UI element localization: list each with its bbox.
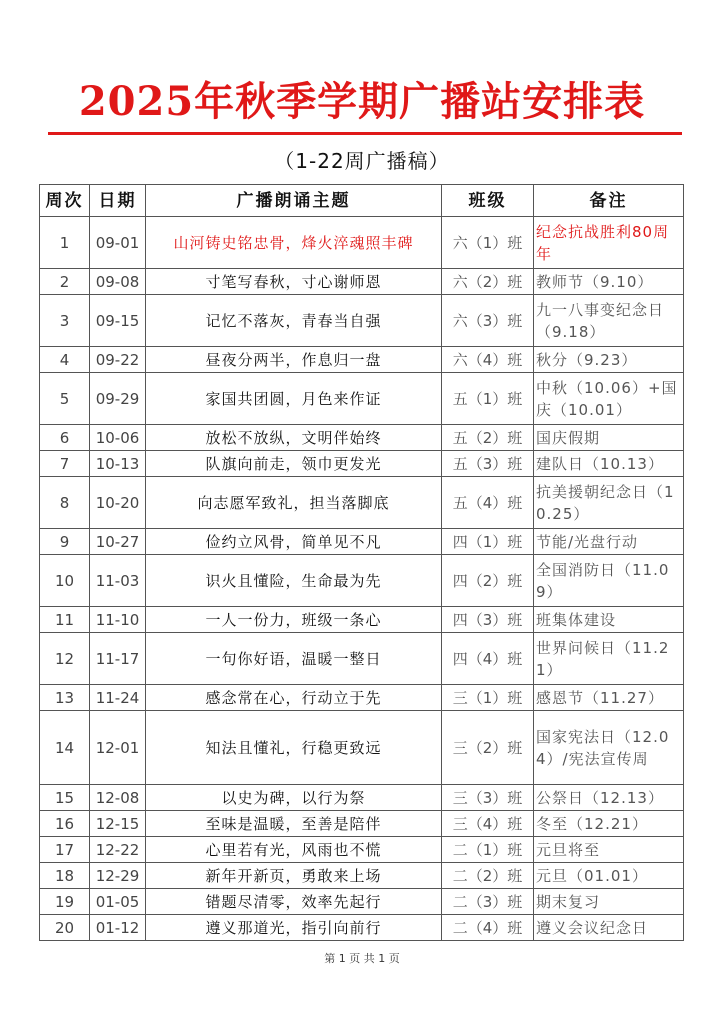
date-cell: 01-12: [90, 915, 146, 941]
table-body: [40, 217, 684, 941]
week-cell: 7: [40, 451, 90, 477]
theme-cell: 寸笔写春秋，寸心谢师恩: [146, 269, 442, 295]
week-cell: 3: [40, 295, 90, 347]
week-cell: 20: [40, 915, 90, 941]
table-row: [40, 451, 684, 477]
page-footer: 第 1 页 共 1 页: [324, 952, 400, 965]
note-cell: 遵义会议纪念日: [534, 915, 684, 941]
date-cell: 10-13: [90, 451, 146, 477]
theme-cell: 感念常在心，行动立于先: [146, 685, 442, 711]
table-row: [40, 837, 684, 863]
theme-cell: 昼夜分两半，作息归一盘: [146, 347, 442, 373]
date-cell: 11-10: [90, 607, 146, 633]
theme-cell: 至味是温暖，至善是陪伴: [146, 811, 442, 837]
note-cell: 冬至（12.21）: [534, 811, 684, 837]
theme-cell: 放松不放纵，文明伴始终: [146, 425, 442, 451]
header-theme: 广播朗诵主题: [146, 185, 442, 217]
date-cell: 10-06: [90, 425, 146, 451]
week-cell: 9: [40, 529, 90, 555]
note-cell: 感恩节（11.27）: [534, 685, 684, 711]
note-cell: 元旦将至: [534, 837, 684, 863]
class-cell: 五（4）班: [442, 477, 534, 529]
table-row: [40, 529, 684, 555]
date-cell: 09-01: [90, 217, 146, 269]
class-cell: 四（2）班: [442, 555, 534, 607]
note-cell: 国家宪法日（12.04）/宪法宣传周: [534, 711, 684, 785]
class-cell: 六（3）班: [442, 295, 534, 347]
week-cell: 14: [40, 711, 90, 785]
class-cell: 二（2）班: [442, 863, 534, 889]
theme-cell: 家国共团圆，月色来作证: [146, 373, 442, 425]
table-row: [40, 217, 684, 269]
theme-cell: 一句你好语，温暖一整日: [146, 633, 442, 685]
table-row: [40, 347, 684, 373]
date-cell: 12-22: [90, 837, 146, 863]
week-cell: 15: [40, 785, 90, 811]
date-cell: 12-15: [90, 811, 146, 837]
date-cell: 09-08: [90, 269, 146, 295]
week-cell: 13: [40, 685, 90, 711]
date-cell: 01-05: [90, 889, 146, 915]
note-cell: 元旦（01.01）: [534, 863, 684, 889]
note-cell: 抗美援朝纪念日（10.25）: [534, 477, 684, 529]
date-cell: 09-29: [90, 373, 146, 425]
week-cell: 16: [40, 811, 90, 837]
date-cell: 11-03: [90, 555, 146, 607]
title-underline: [48, 132, 682, 135]
note-cell: 建队日（10.13）: [534, 451, 684, 477]
table-row: [40, 915, 684, 941]
note-cell: 九一八事变纪念日（9.18）: [534, 295, 684, 347]
note-cell: 公祭日（12.13）: [534, 785, 684, 811]
table-row: [40, 373, 684, 425]
table-row: [40, 555, 684, 607]
broadcast-schedule-table: [39, 184, 684, 941]
table-row: [40, 785, 684, 811]
table-row: [40, 863, 684, 889]
header-week: 周次: [40, 185, 90, 217]
class-cell: 四（3）班: [442, 607, 534, 633]
class-cell: 三（4）班: [442, 811, 534, 837]
table-row: [40, 477, 684, 529]
note-cell: 全国消防日（11.09）: [534, 555, 684, 607]
week-cell: 8: [40, 477, 90, 529]
date-cell: 12-29: [90, 863, 146, 889]
theme-cell: 向志愿军致礼，担当落脚底: [146, 477, 442, 529]
date-cell: 09-22: [90, 347, 146, 373]
class-cell: 六（1）班: [442, 217, 534, 269]
week-cell: 12: [40, 633, 90, 685]
table-header-row: [40, 185, 684, 217]
class-cell: 二（3）班: [442, 889, 534, 915]
class-cell: 六（2）班: [442, 269, 534, 295]
week-cell: 5: [40, 373, 90, 425]
week-cell: 18: [40, 863, 90, 889]
theme-cell: 心里若有光，风雨也不慌: [146, 837, 442, 863]
note-cell: 纪念抗战胜利80周年: [534, 217, 684, 269]
theme-cell: 新年开新页，勇敢来上场: [146, 863, 442, 889]
class-cell: 三（2）班: [442, 711, 534, 785]
note-cell: 班集体建设: [534, 607, 684, 633]
theme-cell: 山河铸史铭忠骨，烽火淬魂照丰碑: [146, 217, 442, 269]
theme-cell: 以史为碑，以行为祭: [146, 785, 442, 811]
date-cell: 12-01: [90, 711, 146, 785]
date-cell: 12-08: [90, 785, 146, 811]
date-cell: 10-27: [90, 529, 146, 555]
note-cell: 中秋（10.06）+国庆（10.01）: [534, 373, 684, 425]
note-cell: 教师节（9.10）: [534, 269, 684, 295]
table-row: [40, 425, 684, 451]
week-cell: 2: [40, 269, 90, 295]
week-cell: 11: [40, 607, 90, 633]
week-cell: 19: [40, 889, 90, 915]
page-subtitle: （1-22周广播稿）: [274, 149, 450, 173]
class-cell: 六（4）班: [442, 347, 534, 373]
date-cell: 10-20: [90, 477, 146, 529]
class-cell: 四（4）班: [442, 633, 534, 685]
table-row: [40, 607, 684, 633]
week-cell: 17: [40, 837, 90, 863]
theme-cell: 知法且懂礼，行稳更致远: [146, 711, 442, 785]
header-class: 班级: [442, 185, 534, 217]
table-row: [40, 711, 684, 785]
header-note: 备注: [534, 185, 684, 217]
class-cell: 二（1）班: [442, 837, 534, 863]
week-cell: 4: [40, 347, 90, 373]
note-cell: 节能/光盘行动: [534, 529, 684, 555]
header-date: 日期: [90, 185, 146, 217]
note-cell: 世界问候日（11.21）: [534, 633, 684, 685]
table-row: [40, 811, 684, 837]
class-cell: 五（3）班: [442, 451, 534, 477]
class-cell: 二（4）班: [442, 915, 534, 941]
theme-cell: 队旗向前走，领巾更发光: [146, 451, 442, 477]
table-row: [40, 633, 684, 685]
theme-cell: 记忆不落灰，青春当自强: [146, 295, 442, 347]
theme-cell: 一人一份力，班级一条心: [146, 607, 442, 633]
theme-cell: 识火且懂险，生命最为先: [146, 555, 442, 607]
table-row: [40, 889, 684, 915]
week-cell: 10: [40, 555, 90, 607]
note-cell: 秋分（9.23）: [534, 347, 684, 373]
note-cell: 期末复习: [534, 889, 684, 915]
table-row: [40, 295, 684, 347]
class-cell: 四（1）班: [442, 529, 534, 555]
date-cell: 09-15: [90, 295, 146, 347]
note-cell: 国庆假期: [534, 425, 684, 451]
theme-cell: 遵义那道光，指引向前行: [146, 915, 442, 941]
class-cell: 三（1）班: [442, 685, 534, 711]
table-row: [40, 685, 684, 711]
class-cell: 三（3）班: [442, 785, 534, 811]
page-title: 2025年秋季学期广播站安排表: [78, 78, 646, 125]
week-cell: 1: [40, 217, 90, 269]
table-row: [40, 269, 684, 295]
date-cell: 11-24: [90, 685, 146, 711]
theme-cell: 错题尽清零，效率先起行: [146, 889, 442, 915]
date-cell: 11-17: [90, 633, 146, 685]
class-cell: 五（2）班: [442, 425, 534, 451]
class-cell: 五（1）班: [442, 373, 534, 425]
week-cell: 6: [40, 425, 90, 451]
theme-cell: 俭约立风骨，简单见不凡: [146, 529, 442, 555]
